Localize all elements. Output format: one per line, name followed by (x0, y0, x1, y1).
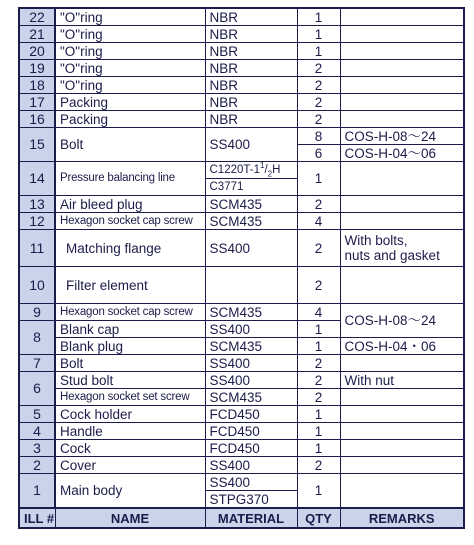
table-row (19, 440, 464, 457)
table-row (19, 457, 464, 474)
part-remarks (340, 213, 464, 230)
part-name: Cock holder (55, 406, 205, 423)
remarks-line: With bolts, (344, 233, 408, 248)
part-qty: 2 (297, 230, 340, 267)
fraction-denominator: 2 (267, 168, 273, 178)
part-remarks: COS-H-04～06 (340, 145, 464, 162)
part-material: SS400 (205, 321, 297, 338)
part-qty: 2 (297, 372, 340, 389)
parts-table (18, 7, 465, 529)
table-row (19, 338, 464, 355)
part-remarks (340, 389, 464, 406)
part-name: "O"ring (55, 77, 205, 94)
part-name: Packing (55, 94, 205, 111)
part-remarks (340, 355, 464, 372)
column-header-material: MATERIAL (205, 508, 297, 528)
ill-number: 2 (19, 457, 55, 474)
part-qty: 1 (297, 440, 340, 457)
table-row (19, 94, 464, 111)
ill-number: 15 (19, 128, 55, 162)
part-material: SCM435 (205, 196, 297, 213)
table-row (19, 355, 464, 372)
ill-number: 6 (19, 372, 55, 406)
part-name: Matching flange (55, 230, 205, 267)
part-remarks: COS-H-04・06 (340, 338, 464, 355)
part-material: NBR (205, 94, 297, 111)
part-name: Stud bolt (55, 372, 205, 389)
part-remarks (340, 457, 464, 474)
part-qty: 1 (297, 43, 340, 60)
part-name: "O"ring (55, 60, 205, 77)
part-name: Hexagon socket cap screw (55, 304, 205, 321)
part-name: Hexagon socket cap screw (55, 213, 205, 230)
part-name: Hexagon socket set screw (55, 389, 205, 406)
part-qty: 1 (297, 338, 340, 355)
part-name: Pressure balancing line (55, 162, 205, 196)
part-qty: 4 (297, 304, 340, 321)
ill-number: 5 (19, 406, 55, 423)
part-remarks (340, 196, 464, 213)
column-header-ill: ILL # (19, 508, 55, 528)
table-row (19, 213, 464, 230)
ill-number: 13 (19, 196, 55, 213)
table-row (19, 196, 464, 213)
part-name: Bolt (55, 128, 205, 162)
part-qty: 8 (297, 128, 340, 145)
part-qty: 2 (297, 94, 340, 111)
part-name: Packing (55, 111, 205, 128)
part-material: NBR (205, 111, 297, 128)
ill-number: 7 (19, 355, 55, 372)
ill-number: 17 (19, 94, 55, 111)
part-material: $C1220T-1^1/_2H$ (205, 162, 297, 179)
part-name: Main body (55, 474, 205, 509)
part-remarks (340, 162, 464, 196)
part-material: SCM435 (205, 304, 297, 321)
table-row (19, 26, 464, 43)
column-header-name: NAME (55, 508, 205, 528)
part-name: "O"ring (55, 26, 205, 43)
header-row (19, 508, 464, 528)
part-remarks: COS-H-08～24 (340, 304, 464, 338)
part-name: Filter element (55, 267, 205, 304)
table-row (19, 43, 464, 60)
part-material: SCM435 (205, 389, 297, 406)
table-row (19, 111, 464, 128)
table-row (19, 423, 464, 440)
ill-number: 1 (19, 474, 55, 509)
part-material: SS400 (205, 128, 297, 162)
part-remarks (340, 77, 464, 94)
part-remarks (340, 440, 464, 457)
part-material: NBR (205, 60, 297, 77)
table-row (19, 406, 464, 423)
part-remarks (340, 60, 464, 77)
part-qty: 1 (297, 26, 340, 43)
part-name: Bolt (55, 355, 205, 372)
part-remarks (340, 94, 464, 111)
part-name: Air bleed plug (55, 196, 205, 213)
part-material: NBR (205, 43, 297, 60)
part-qty: 2 (297, 196, 340, 213)
fraction-numerator: 1 (260, 161, 265, 170)
part-remarks (340, 267, 464, 304)
part-qty: 1 (297, 474, 340, 509)
part-material: SS400 (205, 355, 297, 372)
table-row (19, 8, 464, 26)
material-text: C1220T-1 (209, 163, 261, 176)
part-qty: 2 (297, 389, 340, 406)
table-row (19, 128, 464, 145)
ill-number: 11 (19, 230, 55, 267)
part-qty: 1 (297, 162, 340, 196)
part-qty: 4 (297, 213, 340, 230)
part-qty: 2 (297, 60, 340, 77)
part-material: SCM435 (205, 213, 297, 230)
ill-number: 21 (19, 26, 55, 43)
ill-number: 10 (19, 267, 55, 304)
part-remarks (340, 26, 464, 43)
part-material: FCD450 (205, 423, 297, 440)
part-material: FCD450 (205, 440, 297, 457)
parts-list-sheet (18, 7, 463, 529)
part-material: NBR (205, 77, 297, 94)
ill-number: 3 (19, 440, 55, 457)
ill-number: 20 (19, 43, 55, 60)
part-remarks (340, 111, 464, 128)
part-qty: 2 (297, 355, 340, 372)
part-qty: 2 (297, 457, 340, 474)
ill-number: 16 (19, 111, 55, 128)
part-qty: 2 (297, 111, 340, 128)
part-name: Blank plug (55, 338, 205, 355)
part-qty: 1 (297, 8, 340, 26)
part-material: STPG370 (205, 491, 297, 509)
part-name: "O"ring (55, 8, 205, 26)
part-remarks: With nut (340, 372, 464, 389)
table-row (19, 77, 464, 94)
part-qty: 1 (297, 423, 340, 440)
table-row (19, 372, 464, 389)
part-material: SS400 (205, 457, 297, 474)
part-material: SCM435 (205, 338, 297, 355)
ill-number: 18 (19, 77, 55, 94)
table-row (19, 474, 464, 491)
ill-number: 12 (19, 213, 55, 230)
part-material: NBR (205, 8, 297, 26)
part-material: SS400 (205, 372, 297, 389)
table-row (19, 162, 464, 179)
part-material: SS400 (205, 230, 297, 267)
part-name: Handle (55, 423, 205, 440)
ill-number: 8 (19, 321, 55, 355)
part-remarks (340, 230, 464, 267)
remarks-line: nuts and gasket (344, 248, 440, 263)
part-remarks (340, 474, 464, 509)
part-remarks (340, 423, 464, 440)
ill-number: 19 (19, 60, 55, 77)
material-suffix: H (272, 163, 281, 176)
part-qty: 6 (297, 145, 340, 162)
ill-number: 22 (19, 8, 55, 26)
part-qty: 2 (297, 77, 340, 94)
ill-number: 4 (19, 423, 55, 440)
part-remarks (340, 8, 464, 26)
part-qty: 1 (297, 321, 340, 338)
table-row (19, 60, 464, 77)
ill-number: 14 (19, 162, 55, 196)
part-name: Cover (55, 457, 205, 474)
part-remarks (340, 43, 464, 60)
part-qty: 2 (297, 267, 340, 304)
part-material: SS400 (205, 474, 297, 491)
part-material: NBR (205, 26, 297, 43)
part-name: "O"ring (55, 43, 205, 60)
part-name: Blank cap (55, 321, 205, 338)
column-header-remarks: REMARKS (340, 508, 464, 528)
part-material: FCD450 (205, 406, 297, 423)
part-remarks: COS-H-08～24 (340, 128, 464, 145)
part-material: C3771 (205, 179, 297, 196)
table-row (19, 230, 464, 267)
column-header-qty: QTY (297, 508, 340, 528)
part-remarks (340, 406, 464, 423)
table-row (19, 389, 464, 406)
part-name: Cock (55, 440, 205, 457)
table-row (19, 267, 464, 304)
part-qty: 1 (297, 406, 340, 423)
table-row (19, 304, 464, 321)
ill-number: 9 (19, 304, 55, 321)
part-material (205, 267, 297, 304)
